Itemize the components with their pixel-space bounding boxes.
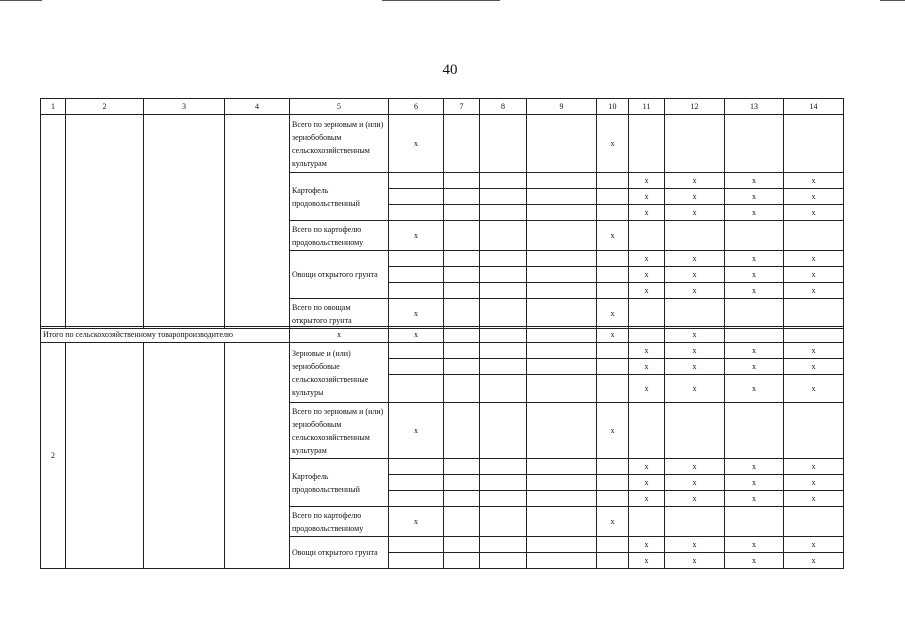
mark-cell: x [629, 205, 665, 221]
mark-cell: x [597, 507, 629, 537]
mark-cell: x [725, 553, 784, 569]
top-edge-line-mid [382, 0, 500, 1]
mark-cell: x [389, 327, 444, 343]
mark-cell: x [665, 251, 725, 267]
mark-cell: x [784, 553, 844, 569]
header-cell: 9 [527, 99, 597, 115]
cell-col4 [225, 343, 290, 569]
mark-cell: x [665, 205, 725, 221]
mark-cell: x [725, 359, 784, 375]
page-number: 40 [442, 62, 458, 78]
section-number: 2 [41, 343, 66, 569]
mark-cell: x [629, 189, 665, 205]
header-cell: 11 [629, 99, 665, 115]
mark-cell: x [725, 491, 784, 507]
mark-cell: x [665, 343, 725, 359]
mark-cell: x [784, 205, 844, 221]
mark-cell: x [629, 375, 665, 403]
header-cell: 7 [444, 99, 480, 115]
mark-cell: x [665, 459, 725, 475]
mark-cell: x [665, 283, 725, 299]
crop-label: Картофель продовольственный [290, 173, 389, 221]
mark-cell: x [784, 537, 844, 553]
data-table-continued [40, 326, 844, 569]
mark-cell: x [725, 459, 784, 475]
mark-cell: x [784, 459, 844, 475]
mark-cell: x [725, 267, 784, 283]
cell-col4 [225, 115, 290, 329]
mark-cell: x [725, 205, 784, 221]
mark-cell: x [665, 475, 725, 491]
header-cell: 2 [66, 99, 144, 115]
mark-cell: x [784, 173, 844, 189]
mark-cell: x [389, 507, 444, 537]
mark-cell: x [665, 491, 725, 507]
cell-col2 [66, 115, 144, 329]
header-cell: 10 [597, 99, 629, 115]
mark-cell: x [784, 267, 844, 283]
mark-cell: x [725, 537, 784, 553]
mark-cell: x [725, 343, 784, 359]
header-cell: 13 [725, 99, 784, 115]
mark-cell: x [665, 553, 725, 569]
mark-cell: x [597, 327, 629, 343]
mark-cell: x [629, 475, 665, 491]
mark-cell: x [389, 299, 444, 329]
header-cell: 1 [41, 99, 66, 115]
cell-col2 [66, 343, 144, 569]
crop-label: Всего по картофелю продовольственному [290, 221, 389, 251]
header-cell: 3 [144, 99, 225, 115]
cell-col1 [41, 115, 66, 329]
mark-cell: x [725, 375, 784, 403]
top-edge-line-right [880, 0, 905, 1]
crop-label: Всего по зерновым и (или) зернобобовым сельскохозяйственным культурам [290, 115, 389, 173]
mark-cell: x [725, 251, 784, 267]
mark-cell: x [784, 189, 844, 205]
top-edge-line-left [0, 0, 42, 1]
header-cell: 6 [389, 99, 444, 115]
header-cell: 5 [290, 99, 389, 115]
crop-label: Всего по овощам открытого грунта [290, 299, 389, 329]
mark-cell: x [629, 537, 665, 553]
mark-cell: x [597, 403, 629, 459]
total-row-label: Итого по сельскохозяйственному товаропроизводителю [41, 327, 290, 343]
mark-cell: x [665, 267, 725, 283]
table-row [41, 115, 844, 173]
crop-label: Овощи открытого грунта [290, 251, 389, 299]
header-row [41, 99, 844, 115]
mark-cell: x [597, 299, 629, 329]
mark-cell: x [629, 359, 665, 375]
header-cell: 8 [480, 99, 527, 115]
mark-cell: x [597, 221, 629, 251]
mark-cell: x [389, 403, 444, 459]
mark-cell: x [290, 327, 389, 343]
mark-cell: x [629, 491, 665, 507]
mark-cell: x [725, 173, 784, 189]
data-table [40, 98, 844, 329]
total-row [41, 327, 844, 343]
mark-cell: x [629, 343, 665, 359]
mark-cell: x [784, 359, 844, 375]
mark-cell: x [784, 375, 844, 403]
mark-cell: x [784, 343, 844, 359]
mark-cell: x [784, 491, 844, 507]
header-cell: 14 [784, 99, 844, 115]
mark-cell: x [725, 189, 784, 205]
header-cell: 12 [665, 99, 725, 115]
mark-cell: x [665, 537, 725, 553]
mark-cell: x [725, 283, 784, 299]
crop-label: Овощи открытого грунта [290, 537, 389, 569]
cell-col3 [144, 115, 225, 329]
crop-label: Всего по картофелю продовольственному [290, 507, 389, 537]
mark-cell: x [784, 283, 844, 299]
header-cell: 4 [225, 99, 290, 115]
table-row [41, 343, 844, 359]
mark-cell: x [784, 475, 844, 491]
crop-label: Картофель продовольственный [290, 459, 389, 507]
mark-cell: x [665, 173, 725, 189]
mark-cell: x [784, 251, 844, 267]
crop-label: Всего по зерновым и (или) зернобобовым сельскохозяйственным культурам [290, 403, 389, 459]
mark-cell: x [665, 327, 725, 343]
mark-cell: x [725, 475, 784, 491]
mark-cell: x [629, 251, 665, 267]
mark-cell: x [389, 221, 444, 251]
mark-cell: x [665, 359, 725, 375]
mark-cell: x [629, 267, 665, 283]
mark-cell: x [389, 115, 444, 173]
mark-cell: x [665, 375, 725, 403]
mark-cell: x [665, 189, 725, 205]
mark-cell: x [629, 283, 665, 299]
crop-label: Зерновые и (или) зернобобовые сельскохозяйственные культуры [290, 343, 389, 403]
mark-cell: x [629, 173, 665, 189]
cell-col3 [144, 343, 225, 569]
mark-cell: x [629, 459, 665, 475]
mark-cell: x [597, 115, 629, 173]
mark-cell: x [629, 553, 665, 569]
